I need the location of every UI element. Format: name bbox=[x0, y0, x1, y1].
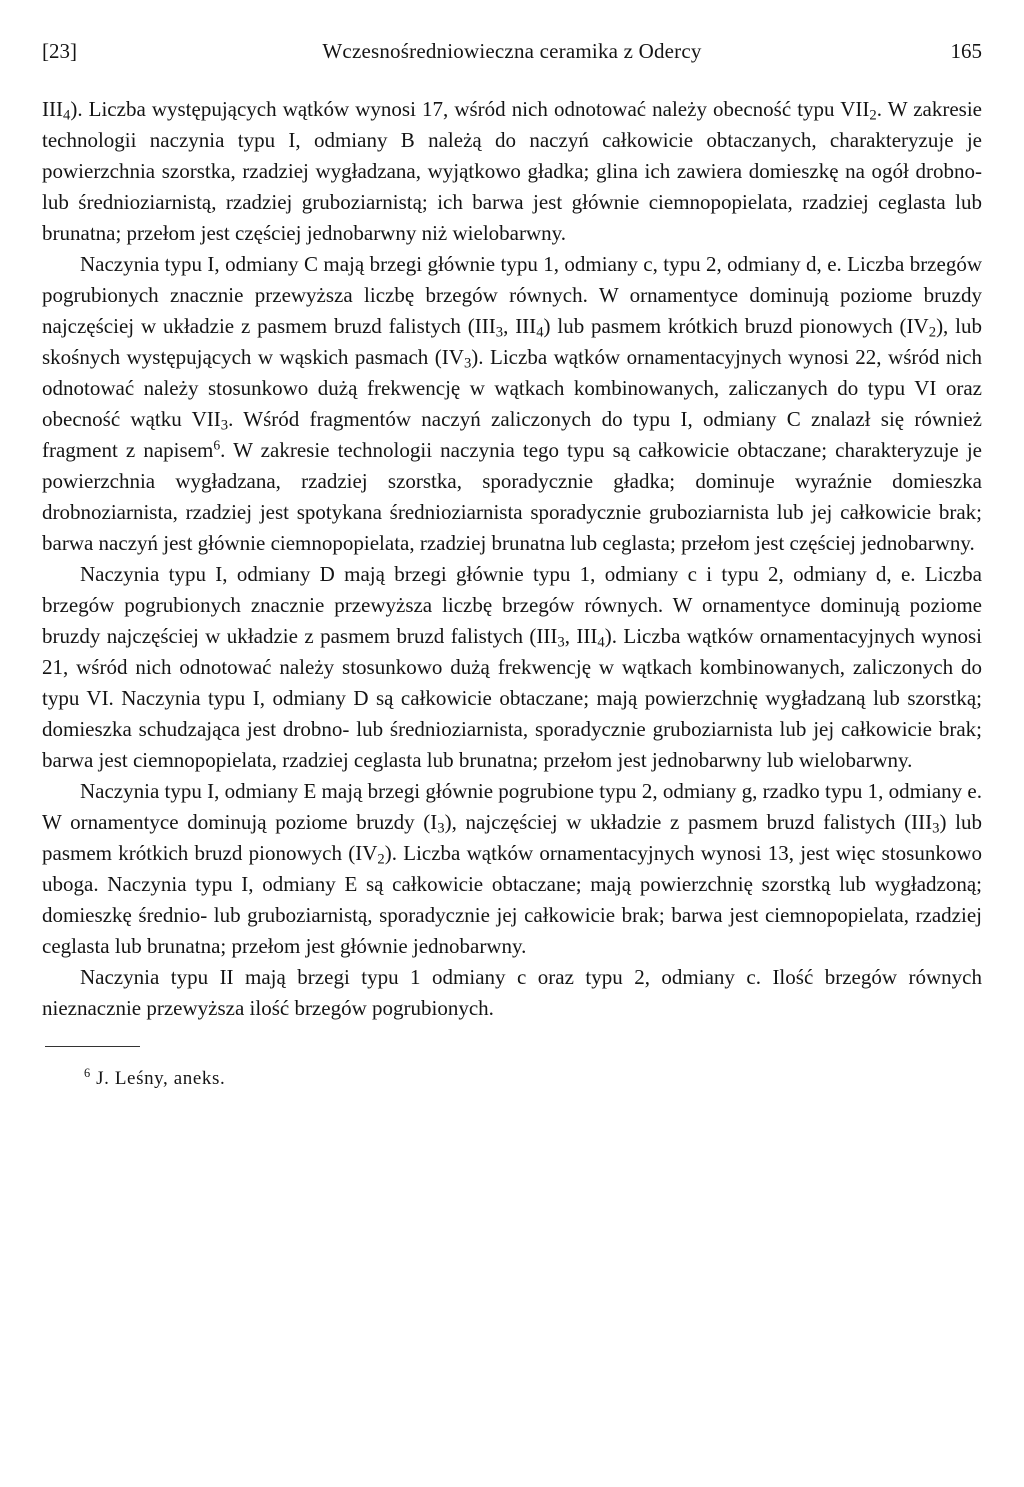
subscript: 3 bbox=[437, 820, 445, 837]
text-run: ) lub pasmem krótkich bruzd pionowych (IV bbox=[543, 314, 929, 338]
paragraph-type-i-d bbox=[42, 559, 982, 776]
subscript: 4 bbox=[536, 324, 544, 341]
subscript: 2 bbox=[869, 107, 877, 124]
text-run: ). Liczba wątków ornamentacyjnych wynosi 13, jest więc stosunkowo uboga. Naczynia typu I, odmiany E są całkowicie obtaczane; mają powierzchnię szorstką lub wygładzoną; domieszkę średnio- lub gruboziarnistą, sporadycznie jej całkowicie brak; barwa jest ciemnopopielata, rzadziej ceglasta lub brunatna; przełom jest głównie jednobarwny. bbox=[42, 841, 982, 958]
subscript: 3 bbox=[495, 324, 504, 341]
text-run: . W zakresie technologii naczynia tego typu są całkowicie obtaczane; charakteryzuje je powierzchnia wygładzana, rzadziej szorstka, sporadycznie gładka; dominuje wyraźnie domieszka drobnoziarnista, rzadziej jest spotykana średnioziarnista sporadycznie gruboziarnista lub jej całkowicie brak; barwa naczyń jest głównie ciemnopopielata, rzadziej brunatna lub ceglasta; przełom jest częściej jednobarwny. bbox=[42, 438, 982, 555]
running-title: Wczesnośredniowieczna ceramika z Odercy bbox=[322, 39, 702, 63]
text-run: Naczynia typu I, odmiany C mają brzegi głównie typu 1, odmiany c, typu 2, odmiany d, e. Liczba brzegów pogrubionych znacznie przewyższa liczbę brzegów równych. W ornamentyce dominują poziome bruzdy najczęściej w układzie z pasmem bruzd falistych (III bbox=[42, 252, 982, 338]
text-run: III bbox=[42, 97, 63, 121]
footnote-text: J. Leśny, aneks. bbox=[96, 1068, 226, 1089]
footnote bbox=[84, 1066, 225, 1092]
page-number: 165 bbox=[950, 39, 982, 63]
text-run: ). Liczba wątków ornamentacyjnych wynosi 21, wśród nich odnotować należy stosunkowo dużą frekwencję w wątkach kombinowanych, zaliczonych do typu VI. Naczynia typu I, odmiany D są całkowicie obtaczane; mają powierzchnię wygładzaną lub szorstką; domieszka schudzająca jest drobno- lub średnioziarnista, sporadycznie gruboziarnista lub jej całkowicie brak; barwa jest ciemnopopielata, rzadziej ceglasta lub brunatna; przełom jest jednobarwny lub wielobarwny. bbox=[42, 624, 982, 772]
paragraph-type-i-e bbox=[42, 776, 982, 962]
text-run: , III bbox=[503, 314, 537, 338]
subscript: 3 bbox=[220, 417, 229, 434]
paragraph-type-ii bbox=[42, 962, 982, 1024]
text-run: ). Liczba występujących wątków wynosi 17, wśród nich odnotować należy obecność typu VII bbox=[70, 97, 870, 121]
text-run: Naczynia typu I, odmiany D mają brzegi głównie typu 1, odmiany c i typu 2, odmiany d, e. Liczba brzegów pogrubionych znacznie przewyższa liczbę brzegów równych. W ornamentyce dominują poziome bruzdy najczęściej w układzie z pasmem bruzd falistych (III bbox=[42, 562, 982, 648]
text-run: ), lub skośnych występujących w wąskich pasmach (IV bbox=[42, 314, 982, 369]
body-text bbox=[42, 94, 982, 1024]
paragraph-type-i-b-continued bbox=[42, 94, 982, 249]
text-run: ), najczęściej w układzie z pasmem bruzd falistych (III bbox=[444, 810, 933, 834]
running-header bbox=[42, 36, 982, 66]
footnote-reference[interactable]: 6 bbox=[213, 437, 221, 453]
text-run: ). Liczba wątków ornamentacyjnych wynosi 22, wśród nich odnotować należy stosunkowo dużą frekwencję w wątkach kombinowanych, zaliczanych do typu VI oraz obecność wątku VII bbox=[42, 345, 982, 431]
paragraph-type-i-c bbox=[42, 249, 982, 559]
subscript: 4 bbox=[62, 107, 71, 124]
footnote-marker: 6 bbox=[84, 1066, 91, 1081]
text-run: , III bbox=[564, 624, 598, 648]
text-run: ) lub pasmem krótkich bruzd pionowych (IV bbox=[42, 810, 983, 865]
footnote-separator bbox=[45, 1046, 140, 1047]
subscript: 3 bbox=[932, 820, 940, 837]
text-run: Naczynia typu I, odmiany E mają brzegi głównie pogrubione typu 2, odmiany g, rzadko typu 1, odmiany e. W ornamentyce dominują poziome bruzdy (I bbox=[42, 779, 982, 834]
subscript: 2 bbox=[928, 324, 937, 341]
text-run: . Wśród fragmentów naczyń zaliczonych do typu I, odmiany C znalazł się również fragment z napisem bbox=[42, 407, 983, 462]
text-run: Naczynia typu II mają brzegi typu 1 odmiany c oraz typu 2, odmiany c. Ilość brzegów równych nieznacznie przewyższa ilość brzegów pogrubionych. bbox=[42, 965, 982, 1020]
text-run: . W zakresie technologii naczynia typu I, odmiany B należą do naczyń całkowicie obtaczanych, charakteryzuje je powierzchnia szorstka, rzadziej wygładzana, wyjątkowo gładka; glina ich zawiera domieszkę na ogół drobno- lub średnioziarnistą, rzadziej gruboziarnistą; ich barwa jest głównie ciemnopopielata, rzadziej ceglasta lub brunatna; przełom jest częściej jednobarwny niż wielobarwny. bbox=[42, 97, 982, 245]
subscript: 4 bbox=[597, 634, 605, 651]
subscript: 2 bbox=[377, 851, 385, 868]
subscript: 3 bbox=[557, 634, 565, 651]
subscript: 3 bbox=[463, 355, 472, 372]
page-number-bracketed: [23] bbox=[42, 39, 77, 63]
